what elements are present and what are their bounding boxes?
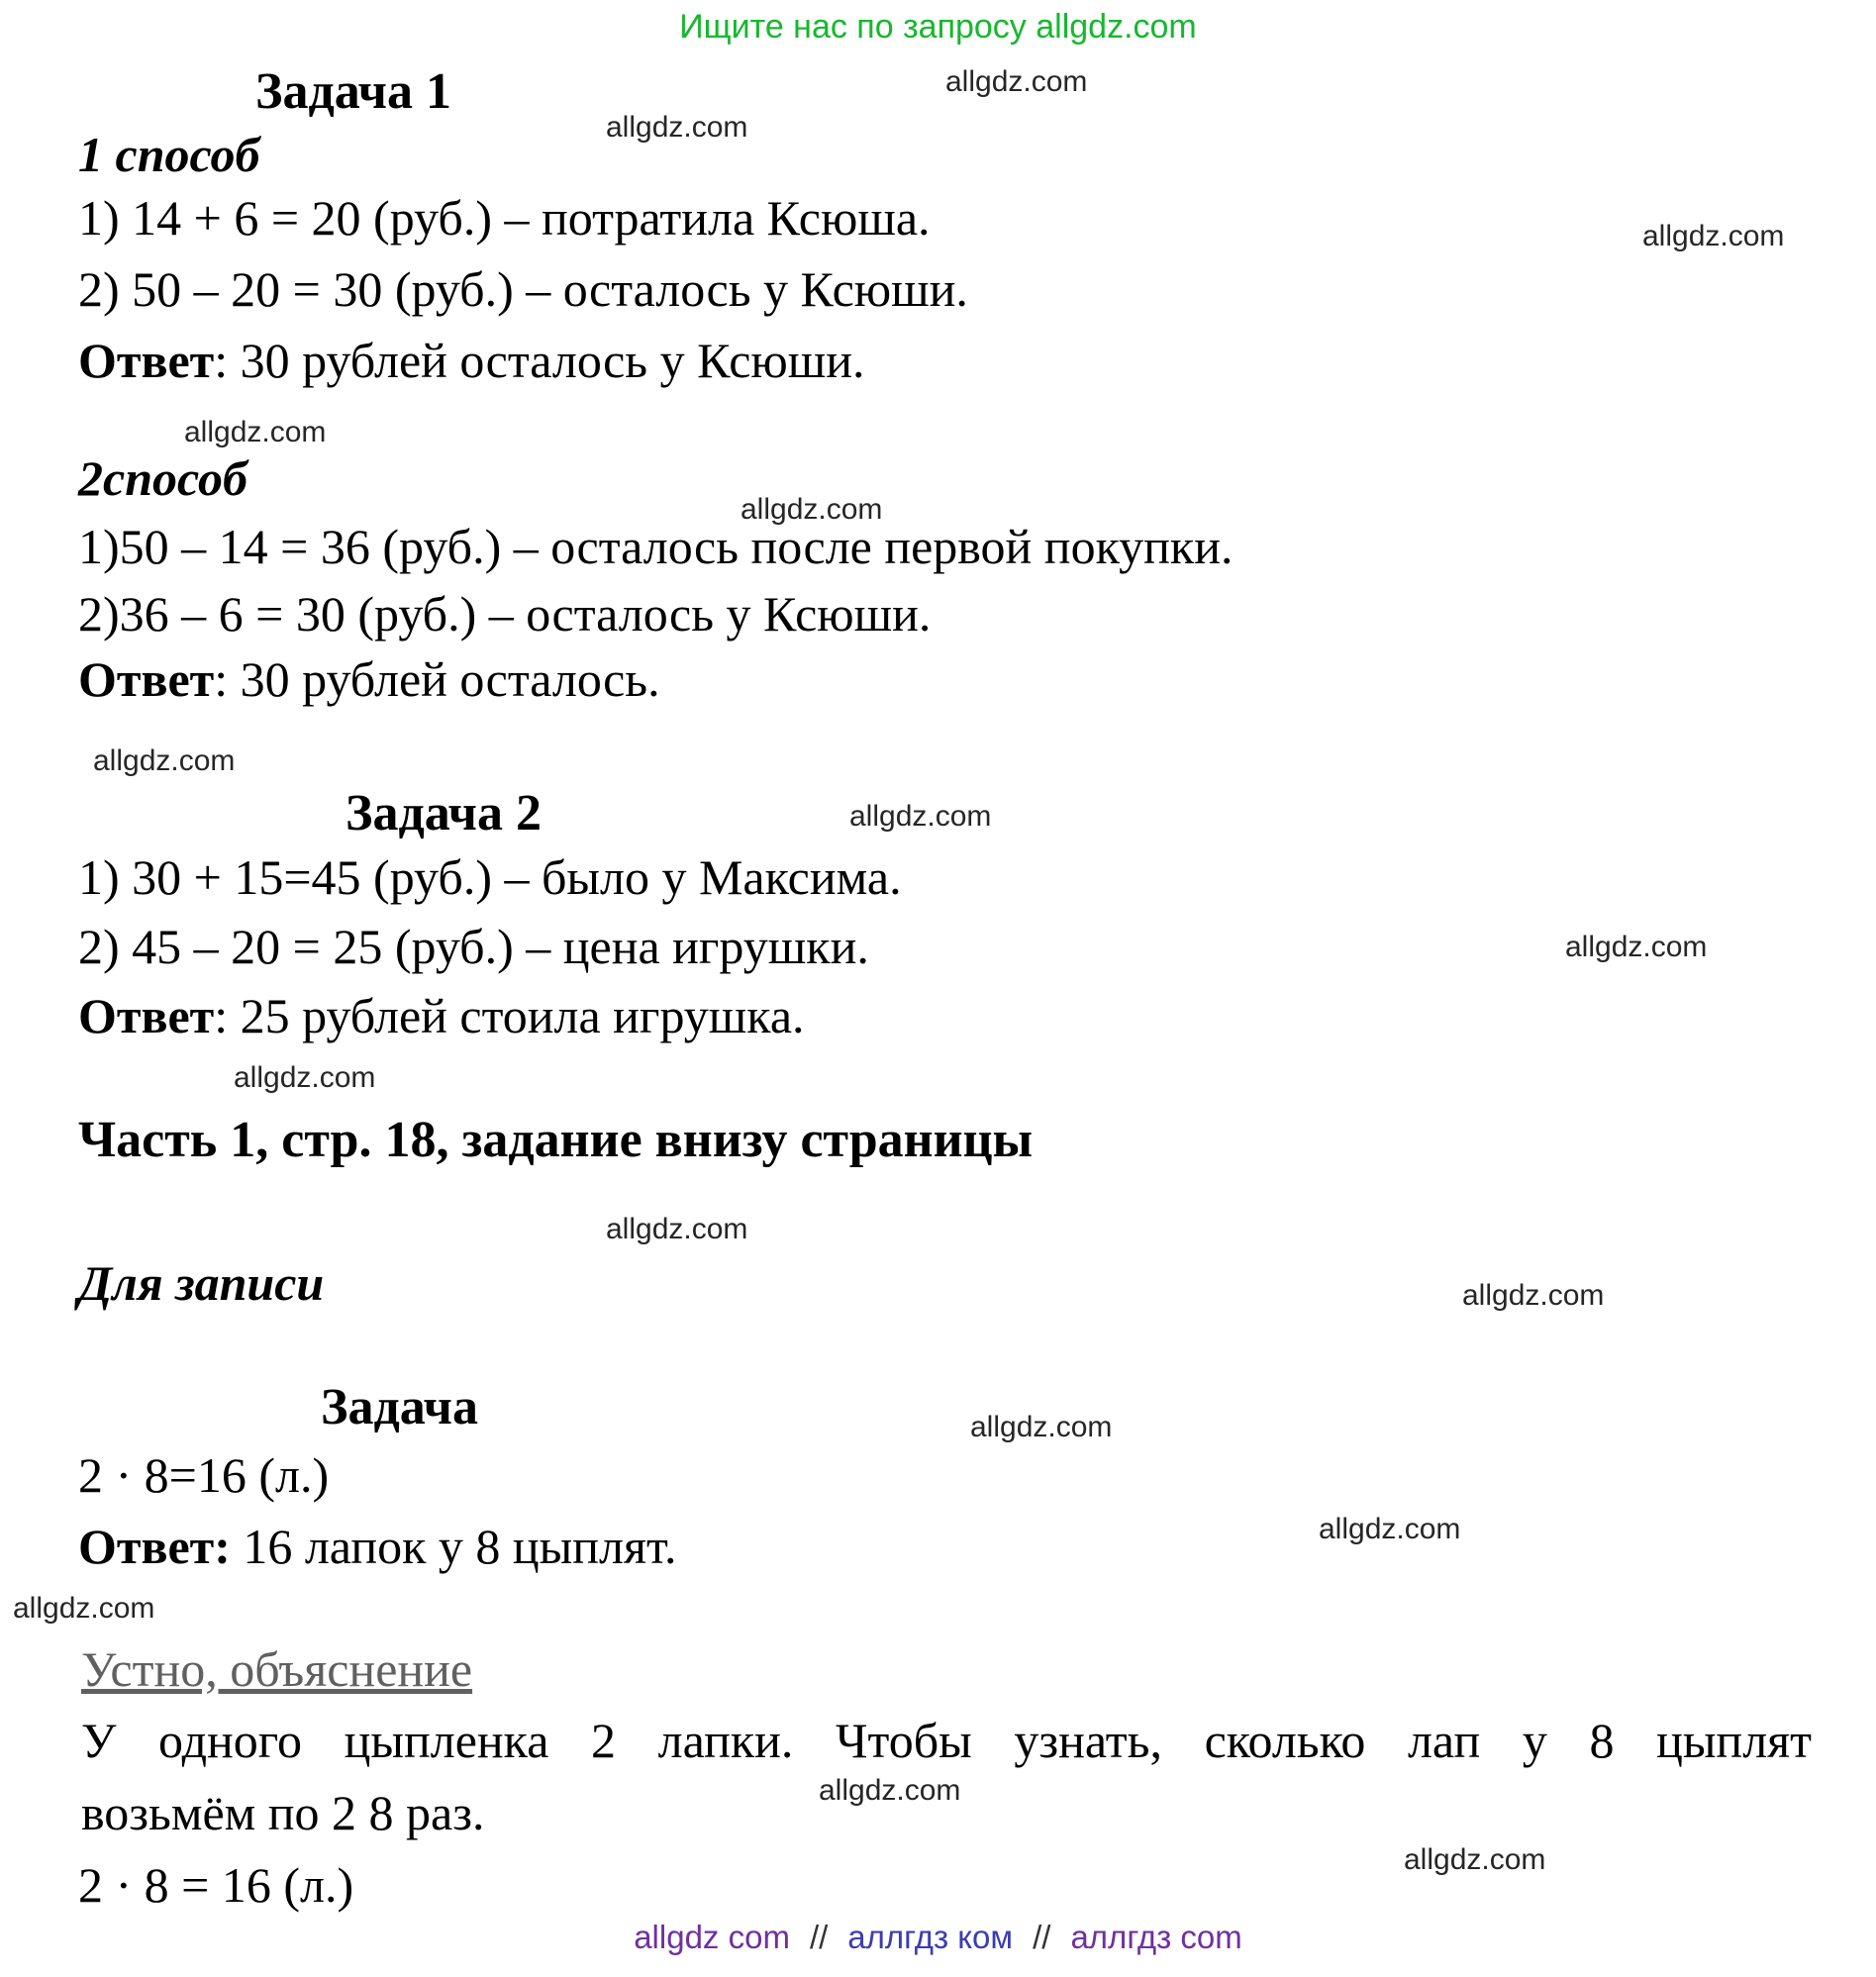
footer-links — [0, 1919, 1876, 1956]
footer-site-2: аллгдз ком — [847, 1919, 1014, 1955]
watermark-text: allgdz.com — [945, 65, 1088, 98]
answer-text: : 30 рублей осталось у Ксюши. — [214, 333, 865, 388]
task3-answer-line — [78, 1519, 677, 1576]
task3-equation2: 2 · 8 = 16 (л.) — [78, 1857, 354, 1913]
task1-method2-step1: 1)50 – 14 = 36 (руб.) – осталось после первой покупки. — [78, 519, 1234, 574]
watermark-text: allgdz.com — [606, 1213, 748, 1245]
watermark-text: allgdz.com — [13, 1592, 155, 1625]
task3-equation: 2 · 8=16 (л.) — [78, 1447, 330, 1503]
task1-method1-label: 1 способ — [78, 127, 260, 182]
footer-separator-2: // — [1033, 1919, 1051, 1955]
task3-oral-heading: Устно, объяснение — [81, 1641, 473, 1697]
section-heading: Часть 1, стр. 18, задание внизу страницы — [78, 1112, 1034, 1168]
footer-separator-1: // — [809, 1919, 829, 1955]
answer-text: : 25 рублей стоила игрушка. — [214, 988, 805, 1043]
watermark-text: allgdz.com — [234, 1061, 376, 1094]
task3-explanation-line2: возьмём по 2 8 раз. — [81, 1785, 485, 1840]
watermark-text: allgdz.com — [970, 1411, 1113, 1443]
answer-text: 16 лапок у 8 цыплят. — [230, 1519, 677, 1574]
task1-method2-step2: 2)36 – 6 = 30 (руб.) – осталось у Ксюши. — [78, 586, 932, 642]
site-search-banner: Ищите нас по запросу allgdz.com — [679, 8, 1197, 46]
answer-label: Ответ: — [78, 1519, 231, 1574]
footer-site-3: аллгдз com — [1070, 1919, 1242, 1955]
section-subheading: Для записи — [78, 1255, 325, 1311]
answer-text: : 30 рублей осталось. — [214, 651, 660, 707]
watermark-text: allgdz.com — [1404, 1843, 1546, 1876]
watermark-text: allgdz.com — [1319, 1513, 1461, 1545]
watermark-text: allgdz.com — [1565, 931, 1708, 963]
watermark-text: allgdz.com — [1642, 220, 1785, 252]
task1-method2-answer-line — [78, 651, 660, 709]
task1-title: Задача 1 — [255, 63, 451, 120]
task3-explanation-line1: У одного цыпленка 2 лапки. Чтобы узнать, сколько лап у 8 цыплят — [81, 1713, 1812, 1768]
task1-method1-step2: 2) 50 – 20 = 30 (руб.) – осталось у Ксюши. — [78, 261, 968, 317]
answer-label: Ответ — [78, 651, 215, 707]
watermark-text: allgdz.com — [741, 493, 883, 526]
task2-step1: 1) 30 + 15=45 (руб.) – было у Максима. — [78, 849, 902, 905]
answer-label: Ответ — [78, 333, 215, 388]
task2-title: Задача 2 — [346, 785, 542, 841]
watermark-text: allgdz.com — [849, 800, 992, 833]
watermark-text: allgdz.com — [819, 1774, 961, 1807]
task2-step2: 2) 45 – 20 = 25 (руб.) – цена игрушки. — [78, 919, 869, 974]
task2-answer-line — [78, 988, 805, 1045]
task1-method1-answer-line — [78, 333, 865, 390]
task1-method2-label: 2способ — [78, 450, 247, 506]
answer-label: Ответ — [78, 988, 215, 1043]
watermark-text: allgdz.com — [1462, 1279, 1605, 1312]
watermark-text: allgdz.com — [606, 111, 748, 144]
watermark-text: allgdz.com — [93, 744, 236, 777]
watermark-text: allgdz.com — [184, 416, 327, 448]
footer-site-1: allgdz com — [634, 1919, 790, 1955]
task1-method1-step1: 1) 14 + 6 = 20 (руб.) – потратила Ксюша. — [78, 190, 931, 246]
task3-title: Задача — [321, 1379, 478, 1435]
